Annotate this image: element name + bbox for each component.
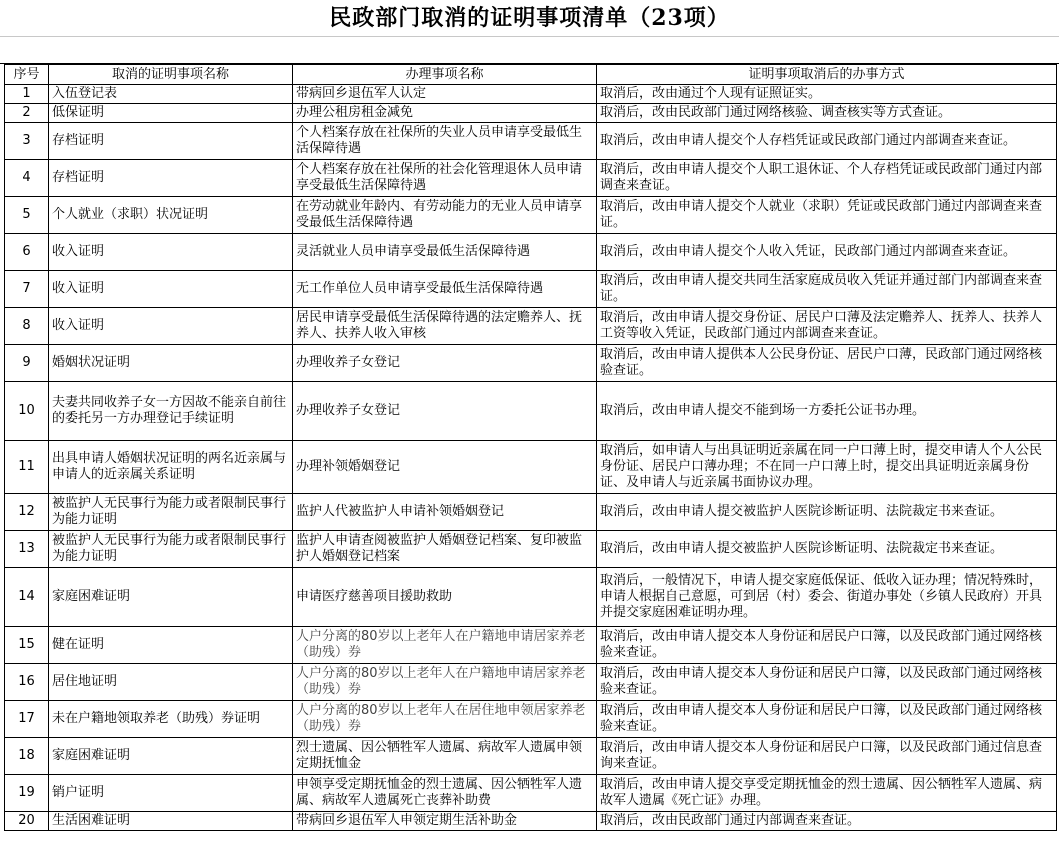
row-item: 带病回乡退伍军人认定 bbox=[293, 85, 597, 104]
table-row bbox=[5, 775, 1057, 812]
row-cert: 入伍登记表 bbox=[49, 85, 293, 104]
table-row bbox=[5, 345, 1057, 382]
row-item: 办理收养子女登记 bbox=[293, 345, 597, 382]
row-no: 2 bbox=[5, 104, 49, 123]
row-cert: 收入证明 bbox=[49, 308, 293, 345]
page-title: 民政部门取消的证明事项清单（23项） bbox=[329, 5, 730, 31]
row-no: 5 bbox=[5, 197, 49, 234]
row-no: 11 bbox=[5, 441, 49, 494]
row-cert: 夫妻共同收养子女一方因故不能亲自前往的委托另一方办理登记手续证明 bbox=[49, 382, 293, 441]
row-method: 取消后，改由申请人提交身份证、居民户口薄及法定赡养人、抚养人、扶养人工资等收入凭证，民政部门通过内部调查来查证。 bbox=[597, 308, 1057, 345]
row-item: 办理公租房租金减免 bbox=[293, 104, 597, 123]
row-no: 7 bbox=[5, 271, 49, 308]
row-item: 人户分离的80岁以上老年人在户籍地申请居家养老（助残）券 bbox=[293, 664, 597, 701]
row-item: 个人档案存放在社保所的社会化管理退休人员申请享受最低生活保障待遇 bbox=[293, 160, 597, 197]
table-row bbox=[5, 197, 1057, 234]
row-no: 9 bbox=[5, 345, 49, 382]
row-cert: 被监护人无民事行为能力或者限制民事行为能力证明 bbox=[49, 494, 293, 531]
header-item: 办理事项名称 bbox=[293, 65, 597, 85]
row-method: 取消后，改由申请人提交享受定期抚恤金的烈士遗属、因公牺牲军人遗属、病故军人遗属《死亡证》办理。 bbox=[597, 775, 1057, 812]
blank-row bbox=[0, 36, 1059, 64]
row-item: 申请医疗慈善项目援助救助 bbox=[293, 568, 597, 627]
row-item: 监护人申请查阅被监护人婚姻登记档案、复印被监护人婚姻登记档案 bbox=[293, 531, 597, 568]
row-method: 取消后，改由申请人提交本人身份证和居民户口簿，以及民政部门通过网络核验来查证。 bbox=[597, 701, 1057, 738]
row-item: 带病回乡退伍军人申领定期生活补助金 bbox=[293, 812, 597, 831]
row-cert: 生活困难证明 bbox=[49, 812, 293, 831]
table-row bbox=[5, 531, 1057, 568]
row-cert: 销户证明 bbox=[49, 775, 293, 812]
row-no: 18 bbox=[5, 738, 49, 775]
row-method: 取消后，改由申请人提交个人就业（求职）凭证或民政部门通过内部调查来查证。 bbox=[597, 197, 1057, 234]
row-no: 17 bbox=[5, 701, 49, 738]
row-no: 13 bbox=[5, 531, 49, 568]
row-item: 办理补领婚姻登记 bbox=[293, 441, 597, 494]
row-cert: 家庭困难证明 bbox=[49, 568, 293, 627]
row-cert: 被监护人无民事行为能力或者限制民事行为能力证明 bbox=[49, 531, 293, 568]
header-cert: 取消的证明事项名称 bbox=[49, 65, 293, 85]
row-method: 取消后，如申请人与出具证明近亲属在同一户口薄上时，提交申请人个人公民身份证、居民户口薄办理；不在同一户口薄上时，提交出具证明近亲属身份证、及申请人与近亲属书面协议办理。 bbox=[597, 441, 1057, 494]
row-no: 16 bbox=[5, 664, 49, 701]
row-method: 取消后，改由申请人提交个人收入凭证，民政部门通过内部调查来查证。 bbox=[597, 234, 1057, 271]
row-item: 烈士遗属、因公牺牲军人遗属、病故军人遗属申领定期抚恤金 bbox=[293, 738, 597, 775]
row-no: 10 bbox=[5, 382, 49, 441]
certificate-table bbox=[4, 64, 1057, 831]
table-row bbox=[5, 234, 1057, 271]
table-row bbox=[5, 441, 1057, 494]
table-row bbox=[5, 85, 1057, 104]
table-row bbox=[5, 738, 1057, 775]
row-method: 取消后，改由申请人提交本人身份证和居民户口簿，以及民政部门通过网络核验来查证。 bbox=[597, 664, 1057, 701]
row-method: 取消后，改由申请人提交个人存档凭证或民政部门通过内部调查来查证。 bbox=[597, 123, 1057, 160]
row-method: 取消后，改由申请人提交本人身份证和居民户口簿，以及民政部门通过信息查询来查证。 bbox=[597, 738, 1057, 775]
table-row bbox=[5, 701, 1057, 738]
row-no: 19 bbox=[5, 775, 49, 812]
table-row bbox=[5, 382, 1057, 441]
row-method: 取消后，一般情况下，申请人提交家庭低保证、低收入证办理；情况特殊时，申请人根据自己意愿，可到居（村）委会、街道办事处（乡镇人民政府）开具并提交家庭困难证明办理。 bbox=[597, 568, 1057, 627]
row-cert: 婚姻状况证明 bbox=[49, 345, 293, 382]
row-method: 取消后，改由申请人提供本人公民身份证、居民户口薄，民政部门通过网络核验查证。 bbox=[597, 345, 1057, 382]
row-cert: 存档证明 bbox=[49, 123, 293, 160]
row-cert: 收入证明 bbox=[49, 234, 293, 271]
row-no: 3 bbox=[5, 123, 49, 160]
table-row bbox=[5, 812, 1057, 831]
row-cert: 收入证明 bbox=[49, 271, 293, 308]
header-no: 序号 bbox=[5, 65, 49, 85]
row-method: 取消后，改由申请人提交共同生活家庭成员收入凭证并通过部门内部调查来查证。 bbox=[597, 271, 1057, 308]
row-no: 12 bbox=[5, 494, 49, 531]
row-item: 个人档案存放在社保所的失业人员申请享受最低生活保障待遇 bbox=[293, 123, 597, 160]
row-item: 办理收养子女登记 bbox=[293, 382, 597, 441]
row-item: 申领享受定期抚恤金的烈士遗属、因公牺牲军人遗属、病故军人遗属死亡丧葬补助费 bbox=[293, 775, 597, 812]
row-cert: 健在证明 bbox=[49, 627, 293, 664]
row-method: 取消后，改由申请人提交不能到场一方委托公证书办理。 bbox=[597, 382, 1057, 441]
row-method: 取消后，改由申请人提交被监护人医院诊断证明、法院裁定书来查证。 bbox=[597, 531, 1057, 568]
row-method: 取消后，改由申请人提交被监护人医院诊断证明、法院裁定书来查证。 bbox=[597, 494, 1057, 531]
row-cert: 低保证明 bbox=[49, 104, 293, 123]
row-no: 14 bbox=[5, 568, 49, 627]
table-row bbox=[5, 271, 1057, 308]
row-cert: 家庭困难证明 bbox=[49, 738, 293, 775]
row-no: 15 bbox=[5, 627, 49, 664]
table-row bbox=[5, 104, 1057, 123]
row-method: 取消后，改由申请人提交本人身份证和居民户口簿，以及民政部门通过网络核验来查证。 bbox=[597, 627, 1057, 664]
table-row bbox=[5, 494, 1057, 531]
table-row bbox=[5, 308, 1057, 345]
table-row bbox=[5, 627, 1057, 664]
row-item: 居民申请享受最低生活保障待遇的法定赡养人、抚养人、扶养人收入审核 bbox=[293, 308, 597, 345]
header-row bbox=[5, 65, 1057, 85]
header-method: 证明事项取消后的办事方式 bbox=[597, 65, 1057, 85]
row-cert: 出具申请人婚姻状况证明的两名近亲属与申请人的近亲属关系证明 bbox=[49, 441, 293, 494]
row-method: 取消后，改由民政部门通过内部调查来查证。 bbox=[597, 812, 1057, 831]
row-no: 8 bbox=[5, 308, 49, 345]
table-row bbox=[5, 568, 1057, 627]
row-no: 6 bbox=[5, 234, 49, 271]
row-method: 取消后，改由通过个人现有证照证实。 bbox=[597, 85, 1057, 104]
row-no: 1 bbox=[5, 85, 49, 104]
row-cert: 居住地证明 bbox=[49, 664, 293, 701]
row-item: 监护人代被监护人申请补领婚姻登记 bbox=[293, 494, 597, 531]
row-item: 人户分离的80岁以上老年人在居住地申领居家养老（助残）券 bbox=[293, 701, 597, 738]
row-item: 在劳动就业年龄内、有劳动能力的无业人员申请享受最低生活保障待遇 bbox=[293, 197, 597, 234]
row-item: 无工作单位人员申请享受最低生活保障待遇 bbox=[293, 271, 597, 308]
row-item: 人户分离的80岁以上老年人在户籍地申请居家养老（助残）券 bbox=[293, 627, 597, 664]
row-method: 取消后，改由民政部门通过网络核验、调查核实等方式查证。 bbox=[597, 104, 1057, 123]
row-cert: 未在户籍地领取养老（助残）券证明 bbox=[49, 701, 293, 738]
row-cert: 个人就业（求职）状况证明 bbox=[49, 197, 293, 234]
row-no: 20 bbox=[5, 812, 49, 831]
row-cert: 存档证明 bbox=[49, 160, 293, 197]
row-no: 4 bbox=[5, 160, 49, 197]
table-row bbox=[5, 160, 1057, 197]
row-item: 灵活就业人员申请享受最低生活保障待遇 bbox=[293, 234, 597, 271]
table-row bbox=[5, 123, 1057, 160]
table-row bbox=[5, 664, 1057, 701]
row-method: 取消后，改由申请人提交个人职工退休证、个人存档凭证或民政部门通过内部调查来查证。 bbox=[597, 160, 1057, 197]
